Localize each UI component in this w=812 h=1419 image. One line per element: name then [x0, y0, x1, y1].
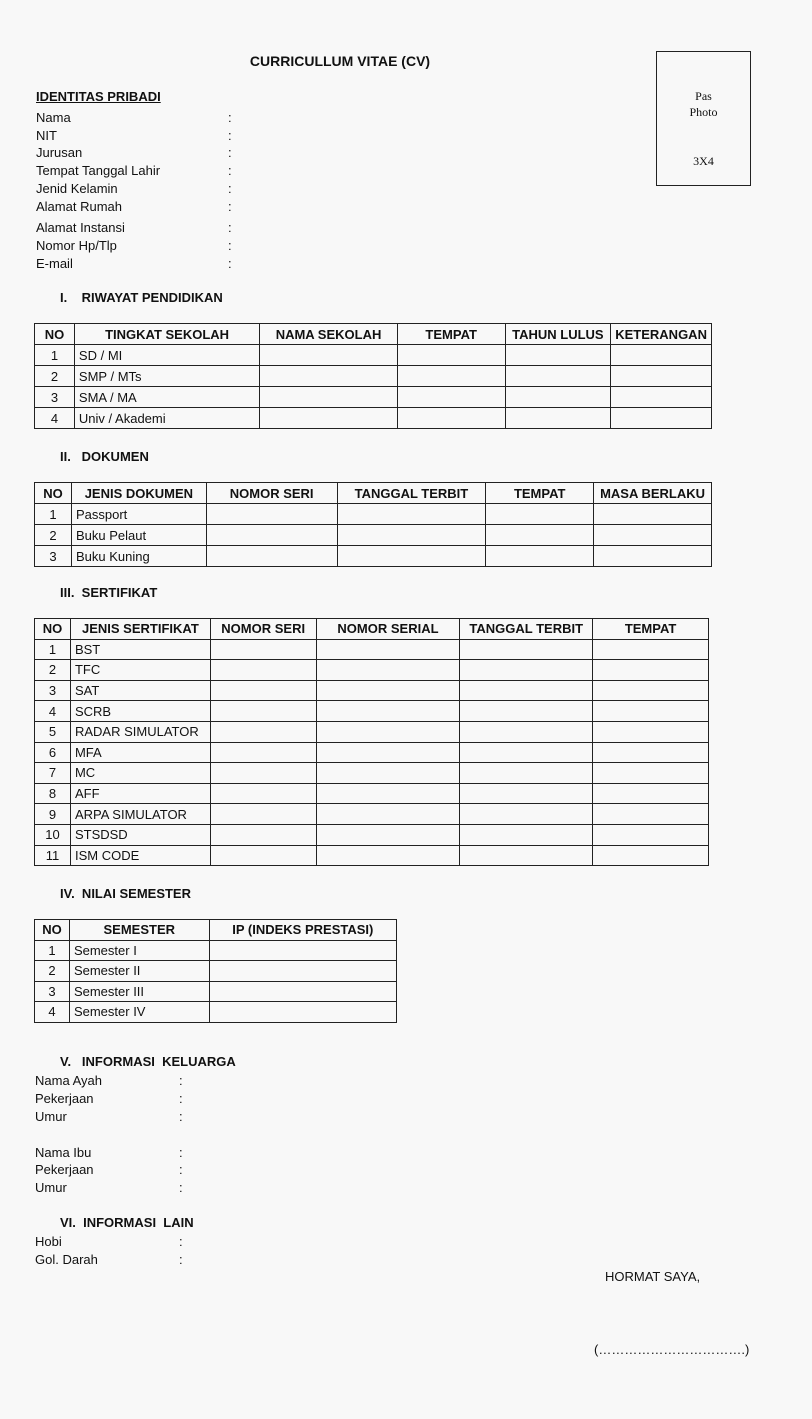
- identitas-field-label: Jenid Kelamin: [36, 181, 118, 196]
- row-label: ISM CODE: [70, 845, 210, 866]
- row-number: 3: [35, 546, 72, 567]
- identitas-field-colon: :: [228, 110, 232, 125]
- sertifikat-column-header: TEMPAT: [593, 619, 709, 640]
- photo-label-2: Photo: [689, 105, 718, 119]
- empty-cell[interactable]: [210, 845, 316, 866]
- empty-cell[interactable]: [460, 763, 593, 784]
- empty-cell[interactable]: [316, 763, 460, 784]
- nilai-heading: IV. NILAI SEMESTER: [60, 886, 191, 901]
- sertifikat-column-header: NOMOR SERIAL: [316, 619, 460, 640]
- row-number: 10: [35, 824, 71, 845]
- row-label: Semester IV: [69, 1002, 209, 1023]
- row-label: SMA / MA: [74, 387, 259, 408]
- keluarga-field-colon: :: [179, 1180, 183, 1195]
- table-row: [35, 763, 709, 784]
- keluarga-field-colon: :: [179, 1091, 183, 1106]
- keluarga-field-colon: :: [179, 1145, 183, 1160]
- keluarga-field-label: Nama Ibu: [35, 1145, 92, 1160]
- empty-cell[interactable]: [209, 961, 396, 982]
- row-number: 8: [35, 783, 71, 804]
- row-label: SCRB: [70, 701, 210, 722]
- empty-cell[interactable]: [210, 701, 316, 722]
- row-label: MFA: [70, 742, 210, 763]
- row-number: 5: [35, 721, 71, 742]
- row-number: 2: [35, 961, 70, 982]
- keluarga-field-label: Umur: [35, 1180, 67, 1195]
- empty-cell[interactable]: [611, 366, 712, 387]
- empty-cell[interactable]: [260, 366, 398, 387]
- identitas-field-label: NIT: [36, 128, 57, 143]
- empty-cell[interactable]: [593, 763, 709, 784]
- table-row: [35, 408, 712, 429]
- dokumen-column-header: TEMPAT: [486, 483, 594, 504]
- table-row: [35, 387, 712, 408]
- empty-cell[interactable]: [594, 504, 712, 525]
- row-label: Univ / Akademi: [74, 408, 259, 429]
- table-row: [35, 824, 709, 845]
- identitas-field-colon: :: [228, 181, 232, 196]
- identitas-field-label: Jurusan: [36, 145, 83, 160]
- pendidikan-column-header: TEMPAT: [397, 324, 505, 345]
- row-number: 9: [35, 804, 71, 825]
- identitas-heading: IDENTITAS PRIBADI: [36, 89, 161, 104]
- lain-field-colon: :: [179, 1234, 183, 1249]
- table-row: [35, 345, 712, 366]
- empty-cell[interactable]: [505, 345, 611, 366]
- table-row: [35, 504, 712, 525]
- nilai-table: [34, 919, 397, 1023]
- lain-heading: VI. INFORMASI LAIN: [60, 1215, 194, 1230]
- empty-cell[interactable]: [505, 366, 611, 387]
- empty-cell[interactable]: [337, 546, 486, 567]
- identitas-field-label: Nama: [36, 110, 71, 125]
- empty-cell[interactable]: [316, 742, 460, 763]
- empty-cell[interactable]: [316, 639, 460, 660]
- row-label: STSDSD: [70, 824, 210, 845]
- row-number: 11: [35, 845, 71, 866]
- empty-cell[interactable]: [593, 701, 709, 722]
- empty-cell[interactable]: [460, 639, 593, 660]
- identitas-field-colon: :: [228, 256, 232, 271]
- row-label: Semester III: [69, 981, 209, 1002]
- identitas-field-colon: :: [228, 163, 232, 178]
- identitas-field-colon: :: [228, 238, 232, 253]
- empty-cell[interactable]: [316, 824, 460, 845]
- dokumen-table: [34, 482, 712, 567]
- table-row: [35, 742, 709, 763]
- row-label: MC: [70, 763, 210, 784]
- empty-cell[interactable]: [209, 940, 396, 961]
- sertifikat-heading: III. SERTIFIKAT: [60, 585, 158, 600]
- row-label: Semester II: [69, 961, 209, 982]
- row-number: 1: [35, 940, 70, 961]
- empty-cell[interactable]: [397, 345, 505, 366]
- table-row: [35, 845, 709, 866]
- table-row: [35, 525, 712, 546]
- empty-cell[interactable]: [505, 387, 611, 408]
- table-row: [35, 701, 709, 722]
- row-label: SD / MI: [74, 345, 259, 366]
- pendidikan-column-header: TINGKAT SEKOLAH: [74, 324, 259, 345]
- empty-cell[interactable]: [460, 804, 593, 825]
- dokumen-column-header: NO: [35, 483, 72, 504]
- row-number: 1: [35, 639, 71, 660]
- empty-cell[interactable]: [397, 366, 505, 387]
- nilai-header-row: [35, 920, 397, 941]
- row-number: 2: [35, 366, 75, 387]
- empty-cell[interactable]: [210, 639, 316, 660]
- keluarga-field-colon: :: [179, 1073, 183, 1088]
- empty-cell[interactable]: [611, 387, 712, 408]
- empty-cell[interactable]: [611, 345, 712, 366]
- empty-cell[interactable]: [206, 546, 337, 567]
- empty-cell[interactable]: [486, 504, 594, 525]
- identitas-field-colon: :: [228, 220, 232, 235]
- row-label: BST: [70, 639, 210, 660]
- table-row: [35, 546, 712, 567]
- empty-cell[interactable]: [460, 680, 593, 701]
- row-label: Buku Pelaut: [71, 525, 206, 546]
- pendidikan-heading: I. RIWAYAT PENDIDIKAN: [60, 290, 223, 305]
- signature-line: (…………………………….): [594, 1342, 750, 1357]
- keluarga-field-label: Nama Ayah: [35, 1073, 102, 1088]
- empty-cell[interactable]: [316, 845, 460, 866]
- lain-field-label: Gol. Darah: [35, 1252, 98, 1267]
- keluarga-field-label: Pekerjaan: [35, 1162, 94, 1177]
- row-label: ARPA SIMULATOR: [70, 804, 210, 825]
- empty-cell[interactable]: [594, 546, 712, 567]
- empty-cell[interactable]: [260, 387, 398, 408]
- table-row: [35, 940, 397, 961]
- identitas-field-label: Alamat Instansi: [36, 220, 125, 235]
- table-row: [35, 783, 709, 804]
- empty-cell[interactable]: [206, 525, 337, 546]
- empty-cell[interactable]: [460, 783, 593, 804]
- lain-field-label: Hobi: [35, 1234, 62, 1249]
- row-number: 1: [35, 345, 75, 366]
- keluarga-field-label: Pekerjaan: [35, 1091, 94, 1106]
- row-label: SMP / MTs: [74, 366, 259, 387]
- row-label: TFC: [70, 660, 210, 681]
- empty-cell[interactable]: [316, 701, 460, 722]
- table-row: [35, 366, 712, 387]
- dokumen-column-header: JENIS DOKUMEN: [71, 483, 206, 504]
- empty-cell[interactable]: [397, 387, 505, 408]
- identitas-field-label: Alamat Rumah: [36, 199, 122, 214]
- empty-cell[interactable]: [505, 408, 611, 429]
- keluarga-field-colon: :: [179, 1109, 183, 1124]
- photo-size-label: 3X4: [693, 154, 714, 168]
- keluarga-field-label: Umur: [35, 1109, 67, 1124]
- empty-cell[interactable]: [337, 525, 486, 546]
- table-row: [35, 660, 709, 681]
- table-row: [35, 981, 397, 1002]
- identitas-field-label: Tempat Tanggal Lahir: [36, 163, 161, 178]
- closing-text: HORMAT SAYA,: [605, 1269, 701, 1284]
- empty-cell[interactable]: [316, 804, 460, 825]
- empty-cell[interactable]: [397, 408, 505, 429]
- identitas-field-colon: :: [228, 199, 232, 214]
- empty-cell[interactable]: [337, 504, 486, 525]
- sertifikat-header-row: [35, 619, 709, 640]
- empty-cell[interactable]: [210, 824, 316, 845]
- empty-cell[interactable]: [209, 1002, 396, 1023]
- keluarga-field-colon: :: [179, 1162, 183, 1177]
- pendidikan-column-header: NAMA SEKOLAH: [260, 324, 398, 345]
- table-row: [35, 1002, 397, 1023]
- keluarga-heading: V. INFORMASI KELUARGA: [60, 1054, 236, 1069]
- row-label: Semester I: [69, 940, 209, 961]
- dokumen-header-row: [35, 483, 712, 504]
- dokumen-column-header: MASA BERLAKU: [594, 483, 712, 504]
- empty-cell[interactable]: [460, 721, 593, 742]
- empty-cell[interactable]: [593, 639, 709, 660]
- nilai-column-header: NO: [35, 920, 70, 941]
- dokumen-column-header: NOMOR SERI: [206, 483, 337, 504]
- pendidikan-column-header: NO: [35, 324, 75, 345]
- pendidikan-header-row: [35, 324, 712, 345]
- table-row: [35, 639, 709, 660]
- identitas-field-label: Nomor Hp/Tlp: [36, 238, 117, 253]
- row-number: 7: [35, 763, 71, 784]
- sertifikat-column-header: JENIS SERTIFIKAT: [70, 619, 210, 640]
- row-number: 2: [35, 525, 72, 546]
- empty-cell[interactable]: [260, 345, 398, 366]
- row-number: 2: [35, 660, 71, 681]
- photo-label-1: Pas: [695, 89, 712, 103]
- empty-cell[interactable]: [593, 845, 709, 866]
- lain-field-colon: :: [179, 1252, 183, 1267]
- empty-cell[interactable]: [460, 742, 593, 763]
- row-number: 4: [35, 1002, 70, 1023]
- nilai-column-header: SEMESTER: [69, 920, 209, 941]
- document-title: CURRICULLUM VITAE (CV): [249, 53, 431, 69]
- empty-cell[interactable]: [593, 742, 709, 763]
- row-label: Buku Kuning: [71, 546, 206, 567]
- empty-cell[interactable]: [206, 504, 337, 525]
- sertifikat-table: [34, 618, 709, 866]
- row-label: RADAR SIMULATOR: [70, 721, 210, 742]
- empty-cell[interactable]: [593, 804, 709, 825]
- row-number: 3: [35, 981, 70, 1002]
- empty-cell[interactable]: [210, 763, 316, 784]
- row-number: 3: [35, 387, 75, 408]
- empty-cell[interactable]: [209, 981, 396, 1002]
- empty-cell[interactable]: [593, 721, 709, 742]
- sertifikat-column-header: TANGGAL TERBIT: [460, 619, 593, 640]
- empty-cell[interactable]: [460, 701, 593, 722]
- row-label: Passport: [71, 504, 206, 525]
- empty-cell[interactable]: [316, 783, 460, 804]
- empty-cell[interactable]: [460, 845, 593, 866]
- identitas-field-colon: :: [228, 128, 232, 143]
- empty-cell[interactable]: [593, 824, 709, 845]
- empty-cell[interactable]: [486, 525, 594, 546]
- empty-cell[interactable]: [210, 680, 316, 701]
- empty-cell[interactable]: [611, 408, 712, 429]
- empty-cell[interactable]: [316, 660, 460, 681]
- empty-cell[interactable]: [210, 721, 316, 742]
- empty-cell[interactable]: [210, 742, 316, 763]
- empty-cell[interactable]: [593, 660, 709, 681]
- empty-cell[interactable]: [260, 408, 398, 429]
- empty-cell[interactable]: [594, 525, 712, 546]
- empty-cell[interactable]: [316, 721, 460, 742]
- empty-cell[interactable]: [460, 824, 593, 845]
- table-row: [35, 680, 709, 701]
- nilai-column-header: IP (INDEKS PRESTASI): [209, 920, 396, 941]
- row-number: 6: [35, 742, 71, 763]
- row-number: 3: [35, 680, 71, 701]
- empty-cell[interactable]: [460, 660, 593, 681]
- photo-box: [656, 51, 751, 186]
- pendidikan-table: [34, 323, 712, 429]
- empty-cell[interactable]: [210, 783, 316, 804]
- empty-cell[interactable]: [316, 680, 460, 701]
- sertifikat-column-header: NO: [35, 619, 71, 640]
- table-row: [35, 721, 709, 742]
- table-row: [35, 961, 397, 982]
- empty-cell[interactable]: [210, 804, 316, 825]
- empty-cell[interactable]: [593, 680, 709, 701]
- dokumen-column-header: TANGGAL TERBIT: [337, 483, 486, 504]
- pendidikan-column-header: TAHUN LULUS: [505, 324, 611, 345]
- row-label: SAT: [70, 680, 210, 701]
- empty-cell[interactable]: [210, 660, 316, 681]
- dokumen-heading: II. DOKUMEN: [60, 449, 149, 464]
- pendidikan-column-header: KETERANGAN: [611, 324, 712, 345]
- row-label: AFF: [70, 783, 210, 804]
- empty-cell[interactable]: [486, 546, 594, 567]
- row-number: 4: [35, 408, 75, 429]
- identitas-field-label: E-mail: [36, 256, 73, 271]
- empty-cell[interactable]: [593, 783, 709, 804]
- row-number: 4: [35, 701, 71, 722]
- identitas-field-colon: :: [228, 145, 232, 160]
- table-row: [35, 804, 709, 825]
- sertifikat-column-header: NOMOR SERI: [210, 619, 316, 640]
- row-number: 1: [35, 504, 72, 525]
